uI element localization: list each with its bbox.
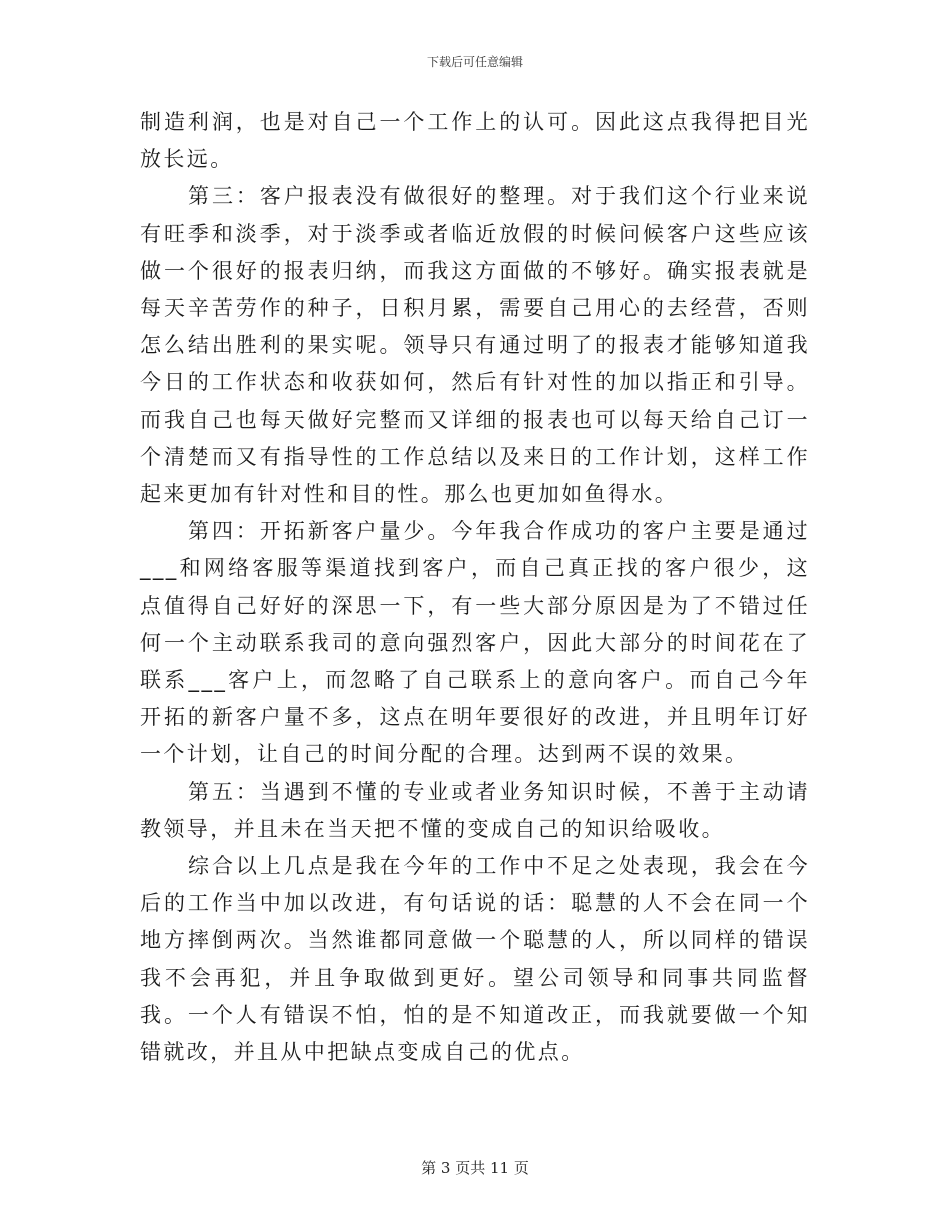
paragraph-point-three: 第三：客户报表没有做很好的整理。对于我们这个行业来说有旺季和淡季，对于淡季或者临近放假的时候问候客户这些应该做一个很好的报表归纳，而我这方面做的不够好。确实报表就是每天辛苦劳作的种子，日积月累，需要自己用心的去经营，否则怎么结出胜利的果实呢。领导只有通过明了的报表才能够知道我今日的工作状态和收获如何，然后有针对性的加以指正和引导。而我自己也每天做好完整而又详细的报表也可以每天给自己订一个清楚而又有指导性的工作总结以及来日的工作计划，这样工作起来更加有针对性和目的性。那么也更加如鱼得水。 <box>140 184 810 507</box>
document-body <box>140 104 810 1071</box>
paragraph-continuation: 制造利润，也是对自己一个工作上的认可。因此这点我得把目光放长远。 <box>140 110 810 172</box>
paragraph-summary: 综合以上几点是我在今年的工作中不足之处表现，我会在今后的工作当中加以改进，有句话说的话：聪慧的人不会在同一个地方摔倒两次。当然谁都同意做一个聪慧的人，所以同样的错误我不会再犯，并且争取做到更好。望公司领导和同事共同监督我。一个人有错误不怕，怕的是不知道改正，而我就要做一个知错就改，并且从中把缺点变成自己的优点。 <box>140 854 810 1065</box>
paragraph-point-four: 第四：开拓新客户量少。今年我合作成功的客户主要是通过___和网络客服等渠道找到客户，而自己真正找的客户很少，这点值得自己好好的深思一下，有一些大部分原因是为了不错过任何一个主动联系我司的意向强烈客户，因此大部分的时间花在了联系___客户上，而忽略了自己联系上的意向客户。而自己今年开拓的新客户量不多，这点在明年要很好的改进，并且明年订好一个计划，让自己的时间分配的合理。达到两不误的效果。 <box>140 519 810 767</box>
header-note: 下载后可任意编辑 <box>426 55 523 69</box>
paragraph-point-five: 第五：当遇到不懂的专业或者业务知识时候，不善于主动请教领导，并且未在当天把不懂的变成自己的知识给吸收。 <box>140 779 810 841</box>
page-number-footer: 第 3 页共 11 页 <box>421 1159 529 1177</box>
